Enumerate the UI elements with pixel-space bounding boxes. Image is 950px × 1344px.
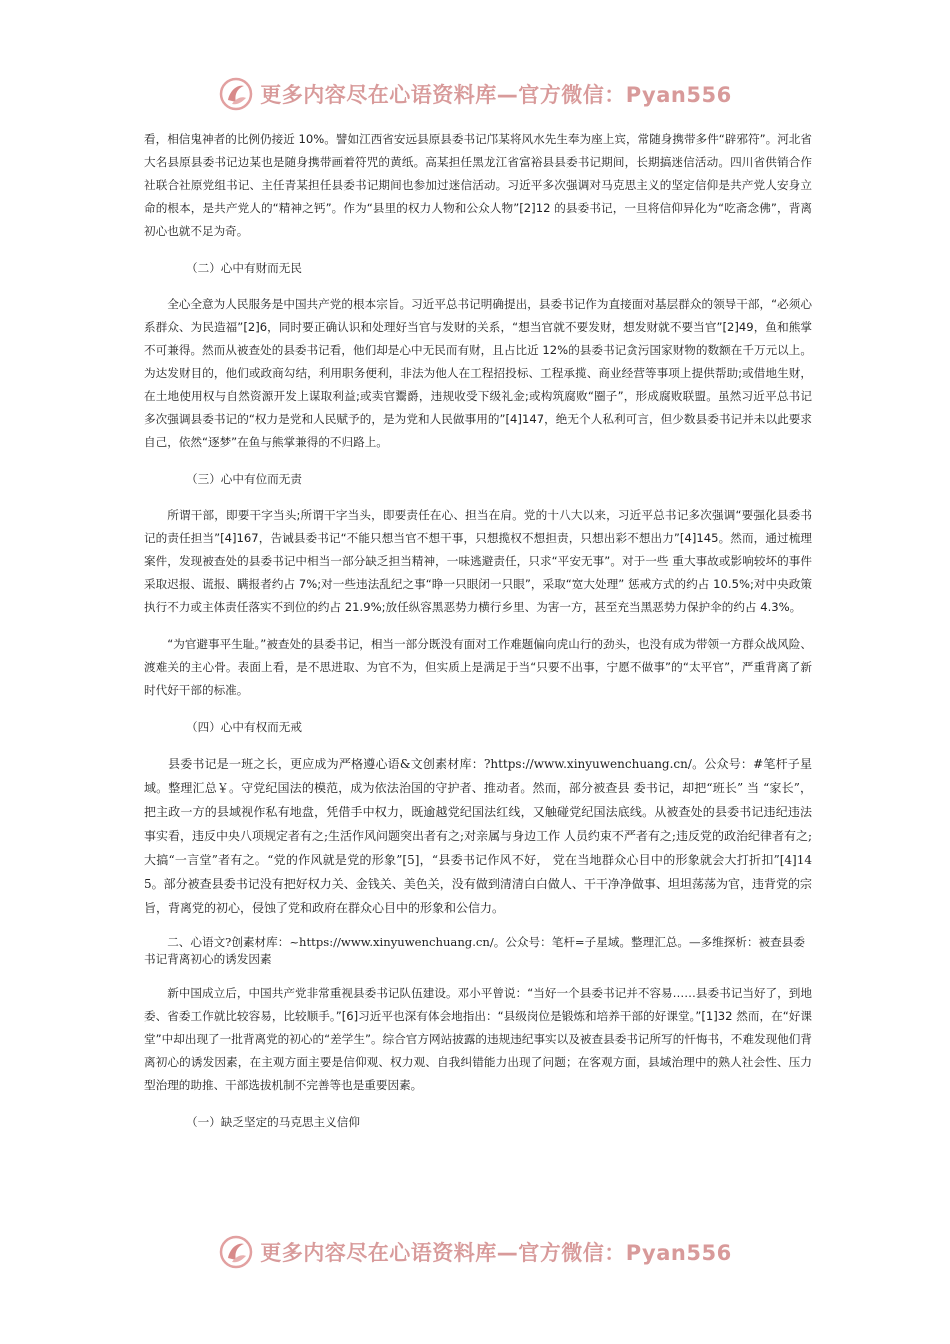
paragraph: 全心全意为人民服务是中国共产党的根本宗旨。习近平总书记明确提出，县委书记作为直接面对基层群众的领导干部，“必须心系群众、为民造福”[2]6，同时要正确认识和处理好当官与发财的关系，“想当官就不要发财，想发财就不要当官”[2]49，鱼和熊掌不可兼得。然而从被查处的县委书记看，他们却是心中无民而有财，且占比近 12%的县委书记贪污国家财物的数额在千万元以上。为达发财目的，他们或政商勾结，利用职务便利，非法为他人在工程招投标、工程承揽、商业经营等事项上提供帮助;或借地生财，在土地使用权与自然资源开发上谋取利益;或卖官鬻爵，违规收受下级礼金;或构筑腐败“圈子”，形成腐败联盟。虽然习近平总书记多次强调县委书记的“权力是党和人民赋予的，是为党和人民做事用的”[4]147，绝无个人私利可言，但少数县委书记并未以此要求自己，依然“逐梦”在鱼与熊掌兼得的不归路上。	[144, 297, 812, 449]
paragraph: 看，相信鬼神者的比例仍接近 10%。譬如江西省安远县原县委书记邝某将风水先生奉为座上宾，常随身携带多件“辟邪符”。河北省大名县原县委书记边某也是随身携带画着符咒的黄纸。高某担任黑龙江省富裕县县委书记期间，长期搞迷信活动。四川省供销合作社联合社原党组书记、主任青某担任县委书记期间也参加过迷信活动。习近平多次强调对马克思主义的坚定信仰是共产党人安身立命的根本，是共产党人的“精神之钙”。作为“县里的权力人物和公众人物”[2]12 的县委书记，一旦将信仰异化为“吃斋念佛”，背离初心也就不足为奇。	[144, 132, 812, 238]
watermark-banner-bottom	[0, 1232, 950, 1272]
watermark-banner-top	[0, 74, 950, 114]
paragraph: 新中国成立后，中国共产党非常重视县委书记队伍建设。邓小平曾说：“当好一个县委书记并不容易……县委书记当好了，到地委、省委工作就比较容易，比较顺手。”[6]习近平也深有体会地指出：“县级岗位是锻炼和培养干部的好课堂。”[1]32 然而，在“好课堂”中却出现了一批背离党的初心的“差学生”。综合官方网站披露的违规违纪事实以及被查县委书记所写的忏悔书，不难发现他们背离初心的诱发因素，在主观方面主要是信仰观、权力观、自我纠错能力出现了问题；在客观方面，县域治理中的熟人社会性、压力型治理的助推、干部选拔机制不完善等也是重要因素。	[144, 986, 812, 1092]
paragraph: 所谓干部，即要干字当头;所谓干字当头，即要责任在心、担当在肩。党的十八大以来，习近平总书记多次强调“要强化县委书记的责任担当”[4]167，告诫县委书记“不能只想当官不想干事，只想揽权不想担责，只想出彩不想出力”[4]145。然而，通过梳理案件，发现被查处的县委书记中相当一部分缺乏担当精神，一味逃避责任，只求“平安无事”。对于一些 重大事故或影响较坏的事件采取迟报、谎报、瞒报者约占 7%;对一些违法乱纪之事“睁一只眼闭一只眼”，采取“宽大处理” 惩戒方式的约占 10.5%;对中央政策执行不力或主体责任落实不到位的约占 21.9%;放任纵容黑恶势力横行乡里、为害一方，甚至充当黑恶势力保护伞的约占 4.3%。	[144, 508, 812, 614]
paragraph: “为官避事平生耻。”被查处的县委书记，相当一部分既没有面对工作难题偏向虎山行的劲头，也没有成为带领一方群众战风险、渡难关的主心骨。表面上看，是不思进取、为官不为，但实质上是满足于当“只要不出事，宁愿不做事”的“太平官”，严重背离了新时代好干部的标准。	[144, 637, 812, 697]
flame-swirl-logo-icon	[218, 76, 254, 112]
paragraph: 县委书记是一班之长，更应成为严格遵心语&文创素材库：?https://www.xinyuwenchuang.cn/。公众号：#笔杆子星域。整理汇总￥。守党纪国法的模范，成为依法治国的守护者、推动者。然而，部分被查县 委书记，却把“班长” 当 “家长”，把主政一方的县域视作私有地盘，凭借手中权力，既逾越党纪国法红线，又触碰党纪国法底线。从被查处的县委书记违纪违法事实看，违反中央八项规定者有之;生活作风问题突出者有之;对亲属与身边工作 人员约束不严者有之;违反党的政治纪律者有之;大搞“一言堂”者有之。“党的作风就是党的形象”[5]，“县委书记作风不好， 党在当地群众心目中的形象就会大打折扣”[4]145。部分被查县委书记没有把好权力关、金钱关、美色关，没有做到清清白白做人、干干净净做事、坦坦荡荡为官，违背党的宗旨，背离党的初心，侵蚀了党和政府在群众心目中的形象和公信力。	[144, 757, 812, 915]
watermark-text: 更多内容尽在心语资料库—官方微信：Pyan556	[260, 1241, 732, 1265]
subheading: （四）心中有权而无戒	[186, 720, 302, 734]
subheading: （三）心中有位而无责	[186, 472, 302, 486]
subheading: （二）心中有财而无民	[186, 261, 302, 275]
document-body	[144, 128, 812, 1147]
subheading: （一）缺乏坚定的马克思主义信仰	[186, 1115, 360, 1129]
watermark-text: 更多内容尽在心语资料库—官方微信：Pyan556	[260, 83, 732, 107]
section-heading: 二、心语文?创素材库：~https://www.xinyuwenchuang.cn/。公众号：笔杆=子星域。整理汇总。—多维探析：被查县委书记背离初心的诱发因素	[144, 935, 805, 966]
flame-swirl-logo-icon	[218, 1234, 254, 1270]
